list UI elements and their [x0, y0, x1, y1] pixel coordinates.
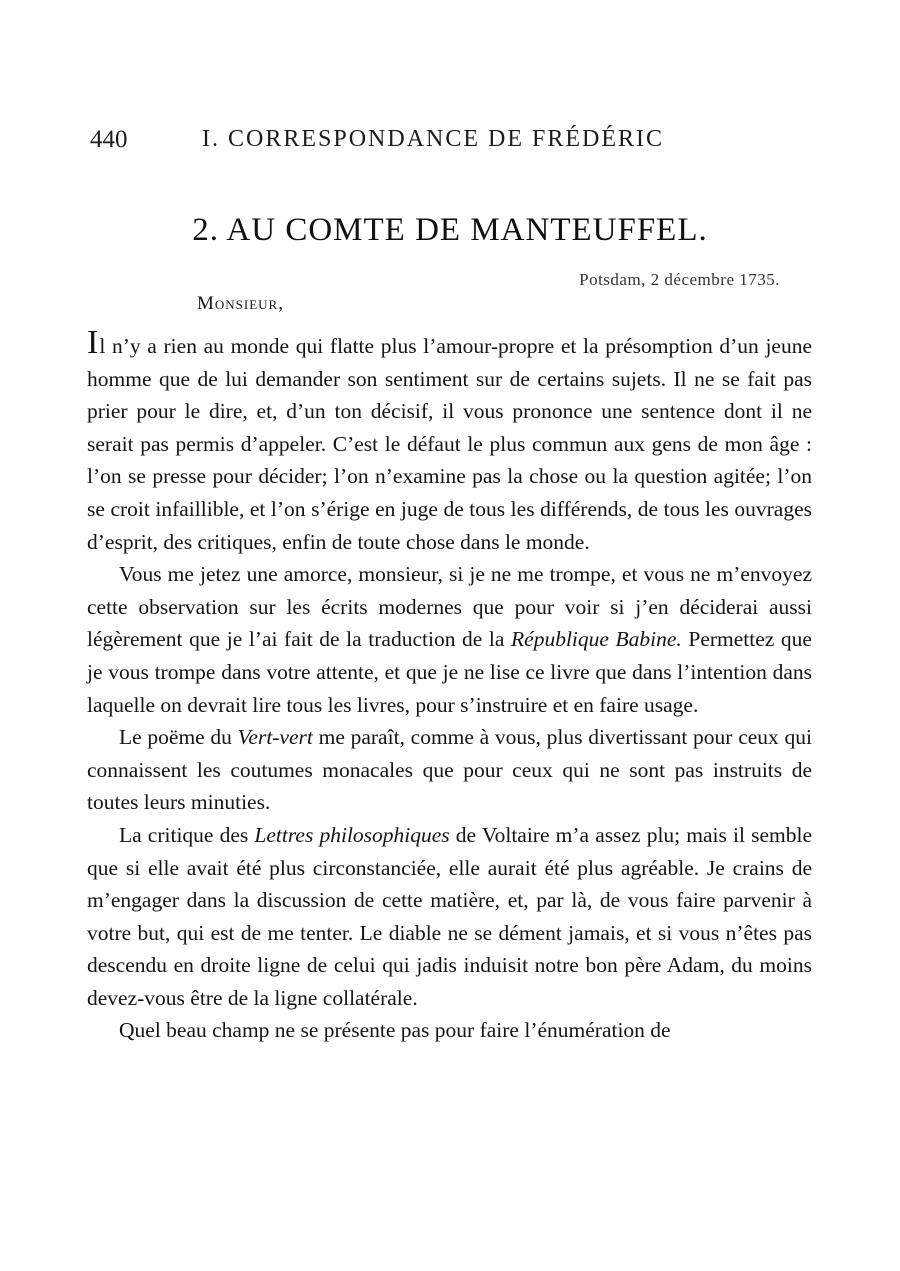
letter-title: 2. AU COMTE DE MANTEUFFEL. [192, 212, 708, 248]
paragraph-3-text-a: Le poëme du [119, 725, 238, 750]
paragraph-4 [87, 819, 812, 1015]
letter-body [87, 324, 812, 1047]
paragraph-2-text-b: Permettez que je vous trompe dans votre attente, et que je ne lise ce livre que dans l’intention dans laquelle on devrait lire tous les livres, pour s’instruire et en faire usage. [87, 627, 812, 717]
paragraph-2 [87, 558, 812, 721]
running-title: I. CORRESPONDANCE DE FRÉDÉRIC [202, 126, 665, 152]
dateline: Potsdam, 2 décembre 1735. [579, 270, 780, 289]
salutation: Monsieur, [197, 293, 284, 314]
paragraph-4-text-b: de Voltaire m’a assez plu; mais il semble que si elle avait été plus circonstanciée, elle aurait été plus agréable. Je crains de m’engager dans la discussion de cette matière, et, par là, de vous faire parvenir à votre but, qui est de me tenter. Le diable ne se dément jamais, et si vous n’êtes pas descendu en droite ligne de celui qui jadis induisit notre bon père Adam, du moins devez-vous être de la ligne collatérale. [87, 822, 812, 1010]
book-title-republique-babine: République Babine. [511, 627, 682, 652]
paragraph-5 [87, 1014, 812, 1047]
paragraph-2-text-a: Vous me jetez une amorce, monsieur, si je ne me trompe, et vous ne m’envoyez cette observation sur les écrits modernes que pour voir si j’en déciderai aussi légèrement que je l’ai fait de la traduction de la [87, 562, 812, 652]
paragraph-1 [87, 324, 812, 558]
book-title-vert-vert: Vert-vert [237, 725, 313, 750]
initial-letter: I [87, 324, 100, 361]
paragraph-5-text: Quel beau champ ne se présente pas pour faire l’énumération de [119, 1018, 671, 1043]
book-title-lettres-philosophiques: Lettres philosophiques [254, 822, 450, 847]
paragraph-3 [87, 721, 812, 819]
paragraph-3-text-b: me paraît, comme à vous, plus divertissant pour ceux qui connaissent les coutumes monacales que pour ceux qui ne sont pas instruits de toutes leurs minuties. [87, 725, 812, 815]
page-number: 440 [90, 126, 128, 153]
paragraph-4-text-a: La critique des [119, 822, 255, 847]
running-header [90, 126, 810, 160]
paragraph-1-text: l n’y a rien au monde qui flatte plus l’amour-propre et la présomption d’un jeune homme que de lui demander son sentiment sur de certains sujets. Il ne se fait pas prier pour le dire, et, d’un ton décisif, il vous prononce une sentence dont il ne serait pas permis d’appeler. C’est le défaut le plus commun aux gens de mon âge : l’on se presse pour décider; l’on n’examine pas la chose ou la question agitée; l’on se croit infaillible, et l’on s’érige en juge de tous les différends, de tous les ouvrages d’esprit, des critiques, enfin de toute chose dans le monde. [87, 334, 812, 554]
